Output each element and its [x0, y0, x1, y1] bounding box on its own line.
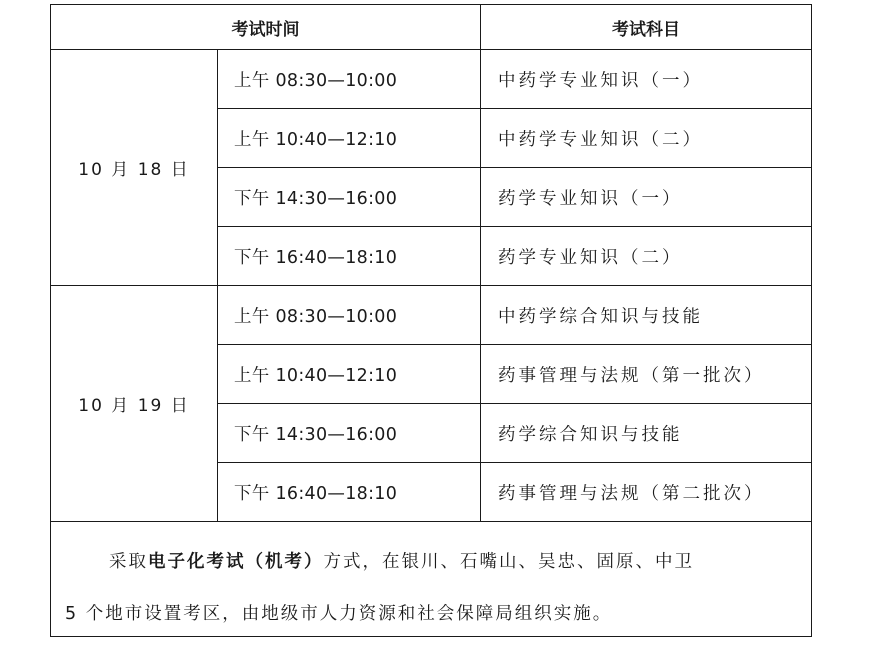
subject-cell: 药学专业知识（一） — [481, 168, 812, 227]
time-cell: 下午 14:30—16:00 — [218, 168, 481, 227]
subject-cell: 药事管理与法规（第一批次） — [481, 345, 812, 404]
time-cell: 上午 10:40—12:10 — [218, 345, 481, 404]
time-cell: 下午 16:40—18:10 — [218, 227, 481, 286]
header-row — [51, 5, 812, 50]
note-prefix: 采取 — [109, 552, 148, 572]
note-line-2: 5 个地市设置考区，由地级市人力资源和社会保障局组织实施。 — [65, 604, 613, 624]
time-cell: 上午 10:40—12:10 — [218, 109, 481, 168]
note-cell — [51, 522, 812, 637]
time-cell: 上午 08:30—10:00 — [218, 286, 481, 345]
time-cell: 下午 16:40—18:10 — [218, 463, 481, 522]
table-row — [51, 50, 812, 109]
subject-cell: 中药学综合知识与技能 — [481, 286, 812, 345]
subject-cell: 药学专业知识（二） — [481, 227, 812, 286]
subject-cell: 中药学专业知识（一） — [481, 50, 812, 109]
header-exam-time: 考试时间 — [51, 5, 481, 50]
note-bold-text: 电子化考试（机考） — [148, 552, 324, 572]
date-cell: 10 月 18 日 — [51, 50, 218, 286]
date-cell: 10 月 19 日 — [51, 286, 218, 522]
subject-cell: 药事管理与法规（第二批次） — [481, 463, 812, 522]
time-cell: 下午 14:30—16:00 — [218, 404, 481, 463]
table-row — [51, 286, 812, 345]
subject-cell: 药学综合知识与技能 — [481, 404, 812, 463]
header-exam-subject: 考试科目 — [481, 5, 812, 50]
subject-cell: 中药学专业知识（二） — [481, 109, 812, 168]
note-line-1 — [51, 548, 811, 573]
note-row — [51, 522, 812, 637]
note-suffix: 方式，在银川、石嘴山、吴忠、固原、中卫 — [323, 552, 694, 572]
exam-schedule-table — [50, 4, 812, 637]
time-cell: 上午 08:30—10:00 — [218, 50, 481, 109]
